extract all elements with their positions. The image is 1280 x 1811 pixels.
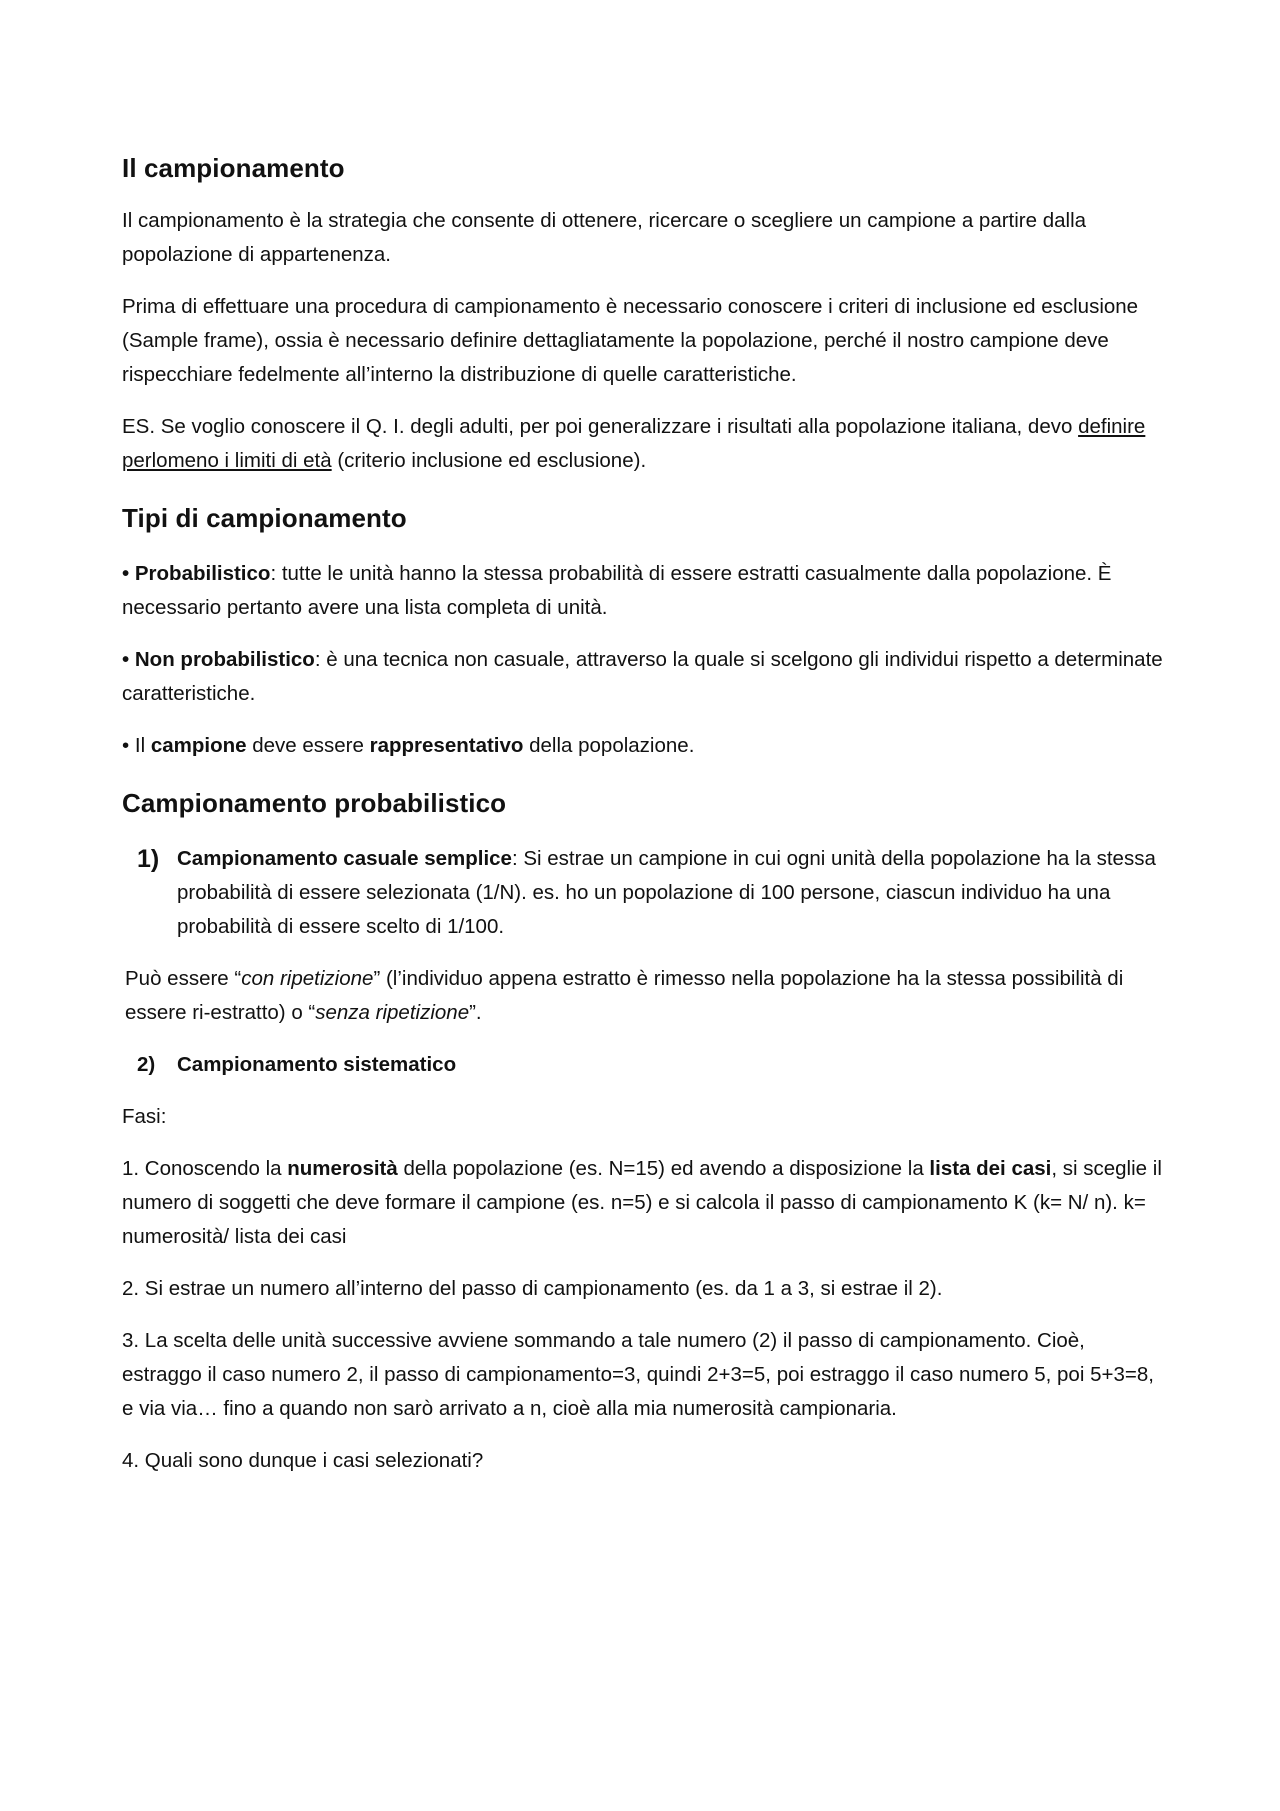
list-item-systematic <box>122 1048 1167 1082</box>
repetition-paragraph <box>122 962 1167 1030</box>
list-item-number: 1) <box>137 845 160 873</box>
bullet-non-probabilistic-text: : è una tecnica non casuale, attraverso la quale si scelgono gli individui rispetto a determinate caratteristiche. <box>122 648 1163 705</box>
step1-text-c: , si sceglie il numero di soggetti che deve formare il campione (es. n=5) e si calcola il passo di campionamento K (k= N/ n). k= numerosità/ lista dei casi <box>122 1157 1162 1248</box>
bullet-representative-mid: deve essere <box>246 734 370 757</box>
document-page <box>122 150 1167 1478</box>
term-campione: campione <box>150 734 247 757</box>
list-item-number: 2) <box>137 1053 156 1076</box>
term-lista-dei-casi: lista dei casi <box>929 1157 1052 1180</box>
bullet-mark: • <box>122 648 135 671</box>
phases-label: Fasi: <box>122 1105 167 1128</box>
bullet-probabilistic-text: : tutte le unità hanno la stessa probabilità di essere estratti casualmente dalla popolazione. È necessario pertanto avere una lista completa di unità. <box>122 562 1112 619</box>
repetition-text-b: ” (l’individuo appena estratto è rimesso nella popolazione ha la stessa possibilità di essere ri-estratto) o “ <box>125 967 1124 1024</box>
section-heading-types: Tipi di campionamento <box>122 503 407 533</box>
page-title: Il campionamento <box>122 153 345 183</box>
phase-step-3: 3. La scelta delle unità successive avviene sommando a tale numero (2) il passo di campionamento. Cioè, estraggo il caso numero 2, il passo di campionamento=3, quindi 2+3=5, poi estraggo il caso numero 5, poi 5+3=8, e via via… fino a quando non sarò arrivato a n, cioè alla mia numerosità campionaria. <box>122 1329 1154 1420</box>
section-heading-probabilistic: Campionamento probabilistico <box>122 788 507 818</box>
term-systematic: Campionamento sistematico <box>177 1053 457 1076</box>
example-text-start: ES. Se voglio conoscere il Q. I. degli adulti, per poi generalizzare i risultati alla popolazione italiana, devo <box>122 415 1079 438</box>
bullet-representative <box>122 729 1167 763</box>
bullet-probabilistic <box>122 557 1167 625</box>
term-simple-random: Campionamento casuale semplice <box>177 847 512 870</box>
bullet-mark: • <box>122 562 135 585</box>
list-item-simple-random <box>122 842 1167 944</box>
phase-step-1 <box>122 1152 1167 1254</box>
intro-paragraph-1: Il campionamento è la strategia che consente di ottenere, ricercare o scegliere un campione a partire dalla popolazione di appartenenza. <box>122 209 1087 266</box>
phase-step-2: 2. Si estrae un numero all’interno del passo di campionamento (es. da 1 a 3, si estrae il 2). <box>122 1277 943 1300</box>
example-paragraph <box>122 410 1167 478</box>
simple-random-description: : Si estrae un campione in cui ogni unità della popolazione ha la stessa probabilità di essere selezionata (1/N). es. ho un popolazione di 100 persone, ciascun individuo ha una probabilità di essere scelto di 1/100. <box>177 847 1156 938</box>
bullet-non-probabilistic <box>122 643 1167 711</box>
bullet-representative-end: della popolazione. <box>523 734 695 757</box>
phase-step-4: 4. Quali sono dunque i casi selezionati? <box>122 1449 484 1472</box>
list-item-simple-random-text <box>177 842 1167 944</box>
example-text-end: (criterio inclusione ed esclusione). <box>331 449 647 472</box>
repetition-text-c: ”. <box>469 1001 482 1024</box>
bullet-representative-start: • Il <box>122 734 151 757</box>
term-without-repetition: senza ripetizione <box>315 1001 470 1024</box>
repetition-text-a: Può essere “ <box>125 967 242 990</box>
term-numerosita: numerosità <box>287 1157 398 1180</box>
bullet-non-probabilistic-term: Non probabilistico <box>134 648 315 671</box>
intro-paragraph-2: Prima di effettuare una procedura di campionamento è necessario conoscere i criteri di inclusione ed esclusione (Sample frame), ossia è necessario definire dettagliatamente la popolazione, perché il nostro campione deve rispecchiare fedelmente all’interno la distribuzione di quelle caratteristiche. <box>122 295 1139 386</box>
bullet-probabilistic-term: Probabilistico <box>134 562 271 585</box>
step1-text-a: 1. Conoscendo la <box>122 1157 288 1180</box>
term-rappresentativo: rappresentativo <box>369 734 524 757</box>
example-underlined-text: definire perlomeno i limiti di età <box>122 415 1146 472</box>
step1-text-b: della popolazione (es. N=15) ed avendo a disposizione la <box>397 1157 930 1180</box>
term-with-repetition: con ripetizione <box>241 967 374 990</box>
